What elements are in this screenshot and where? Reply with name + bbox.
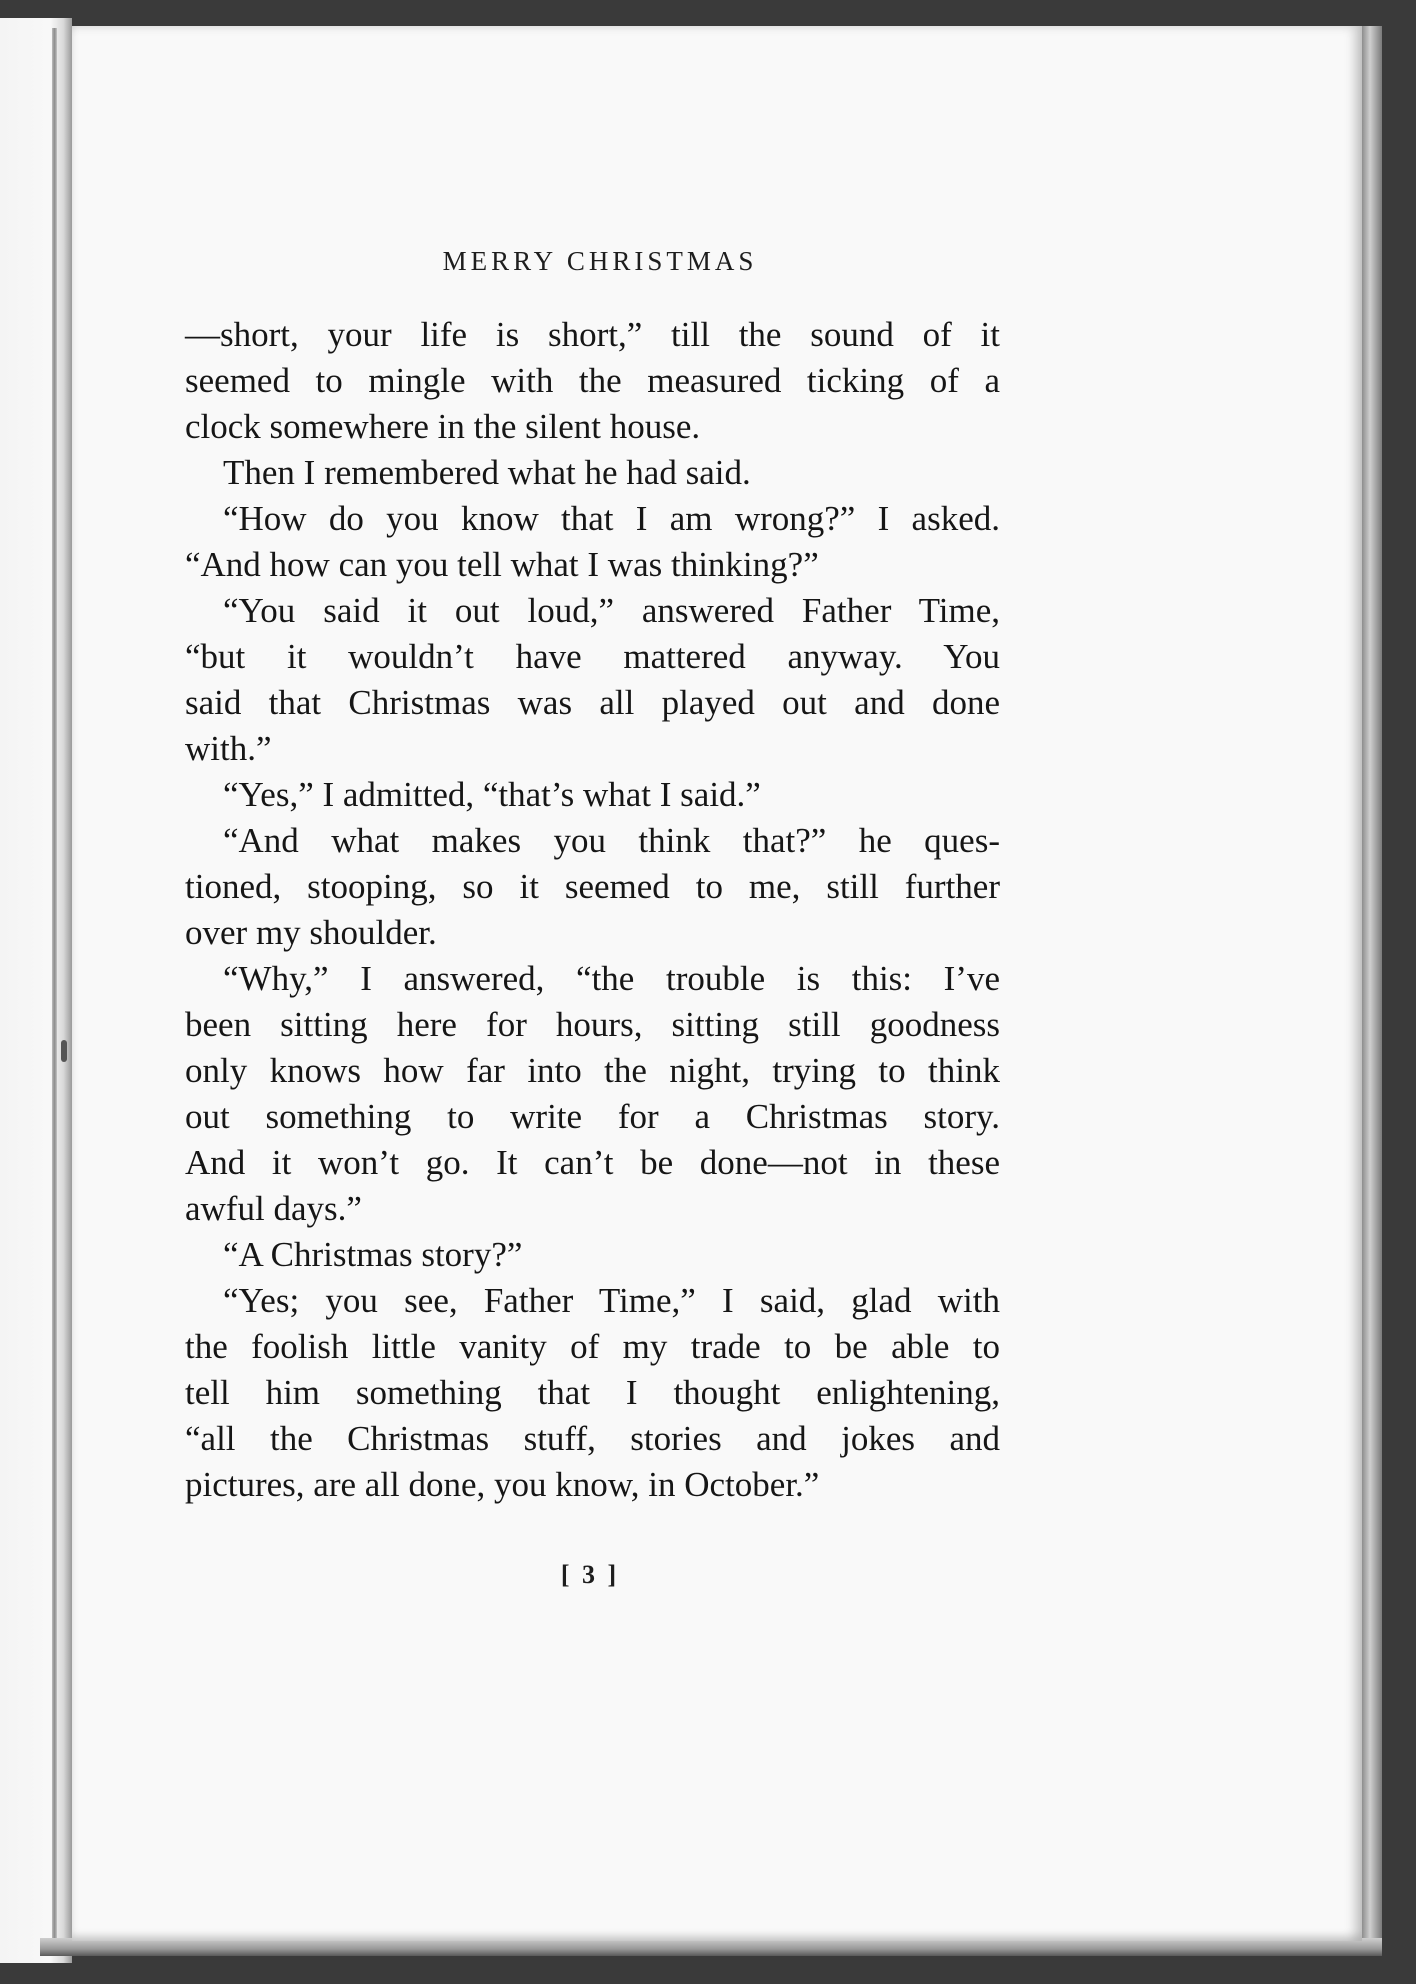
text-line: been sitting here for hours, sitting still goodness [185,1005,1000,1044]
binding-mark [61,1040,67,1062]
text-line: “How do you know that I am wrong?” I asked. [223,499,1000,538]
text-line: “And how can you tell what I was thinking?” [185,545,819,584]
text-line: And it won’t go. It can’t be done—not in these [185,1143,1000,1182]
text-line: tell him something that I thought enlightening, [185,1373,1000,1412]
text-line: clock somewhere in the silent house. [185,407,701,446]
body-text [185,312,1000,1508]
text-line: “but it wouldn’t have mattered anyway. You [185,637,1000,676]
facing-page-edge [0,18,72,1963]
text-line: Then I remembered what he had said. [223,453,751,492]
text-line: “Why,” I answered, “the trouble is this: I’ve [223,959,1000,998]
text-line: “A Christmas story?” [223,1235,523,1274]
text-line: “And what makes you think that?” he ques- [223,821,1000,860]
text-line: “Yes,” I admitted, “that’s what I said.” [223,775,761,814]
text-line: said that Christmas was all played out and done [185,683,1000,722]
text-line: out something to write for a Christmas story. [185,1097,1000,1136]
running-head: MERRY CHRISTMAS [442,246,758,276]
text-line: “You said it out loud,” answered Father Time, [223,591,1000,630]
text-line: only knows how far into the night, trying to think [185,1051,1000,1090]
page-right-edge [1362,26,1382,1956]
text-line: awful days.” [185,1189,362,1228]
page-number: [ 3 ] [560,1560,620,1589]
gutter-shadow [52,28,57,1938]
text-line: the foolish little vanity of my trade to be able to [185,1327,1000,1366]
text-line: seemed to mingle with the measured ticking of a [185,361,1000,400]
text-line: over my shoulder. [185,913,437,952]
text-line: —short, your life is short,” till the sound of it [185,315,1000,354]
text-line: tioned, stooping, so it seemed to me, still further [185,867,1000,906]
text-line: “Yes; you see, Father Time,” I said, glad with [223,1281,1000,1320]
text-line: pictures, are all done, you know, in October.” [185,1465,820,1504]
text-line: with.” [185,729,272,768]
text-line: “all the Christmas stuff, stories and jokes and [185,1419,1000,1458]
